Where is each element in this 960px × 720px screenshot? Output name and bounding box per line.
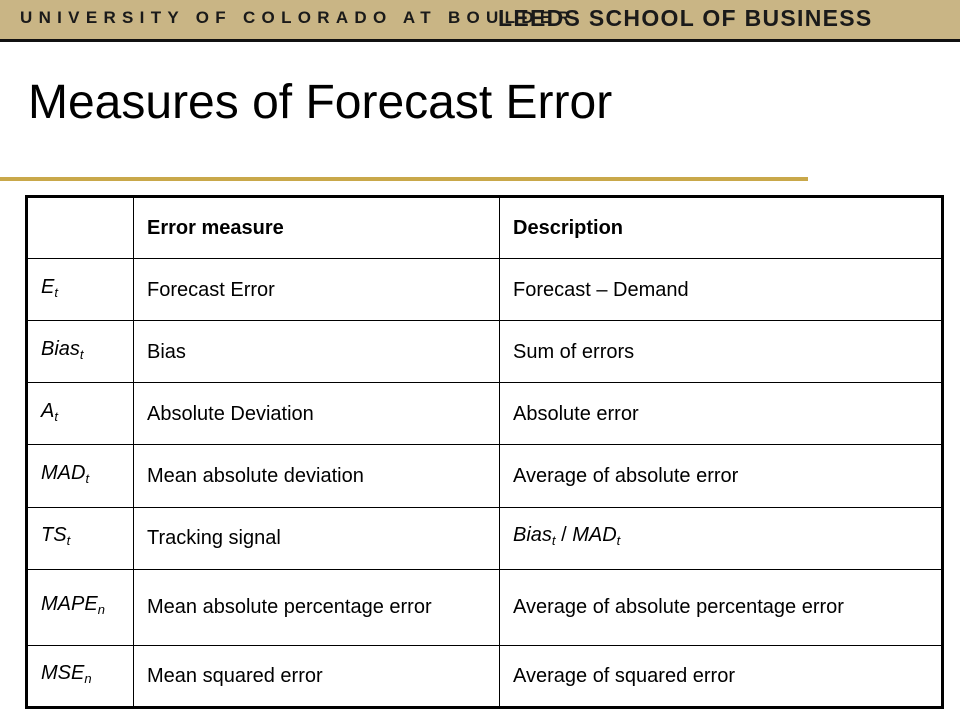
description-cell: Average of squared error [500,645,943,707]
school-name: LEEDS SCHOOL OF BUSINESS [498,5,873,31]
symbol-cell: $MAD_t$ [27,445,134,507]
symbol-cell: $MSE_n$ [27,645,134,707]
slide-title: Measures of Forecast Error [28,76,613,129]
table-row [27,321,943,383]
error-measures-table [25,195,944,709]
description-cell: Absolute error [500,383,943,445]
table-row [27,507,943,569]
description-cell: Average of absolute percentage error [500,569,943,645]
header-banner [0,0,960,42]
symbol-cell: $A_t$ [27,383,134,445]
measure-cell: Mean absolute percentage error [134,569,500,645]
description-cell: Bias$_t$ / $MAD_t$ [500,507,943,569]
measure-cell: Absolute Deviation [134,383,500,445]
table-row [27,445,943,507]
university-name: UNIVERSITY OF COLORADO AT BOULDER [20,8,577,27]
measure-cell: Mean squared error [134,645,500,707]
description-cell: Average of absolute error [500,445,943,507]
header-symbol [27,197,134,259]
symbol-cell: $E_t$ [27,259,134,321]
measure-cell: Forecast Error [134,259,500,321]
measure-cell: Mean absolute deviation [134,445,500,507]
description-cell: Sum of errors [500,321,943,383]
table-row [27,569,943,645]
table-row [27,383,943,445]
table-row [27,645,943,707]
description-cell: Forecast – Demand [500,259,943,321]
measure-cell: Bias [134,321,500,383]
symbol-cell: Bias$_t$ [27,321,134,383]
symbol-cell: $MAPE_n$ [27,569,134,645]
title-divider [0,177,808,181]
header-error-measure: Error measure [134,197,500,259]
table-header-row [27,197,943,259]
measure-cell: Tracking signal [134,507,500,569]
table-row [27,259,943,321]
symbol-cell: $TS_t$ [27,507,134,569]
header-description: Description [500,197,943,259]
